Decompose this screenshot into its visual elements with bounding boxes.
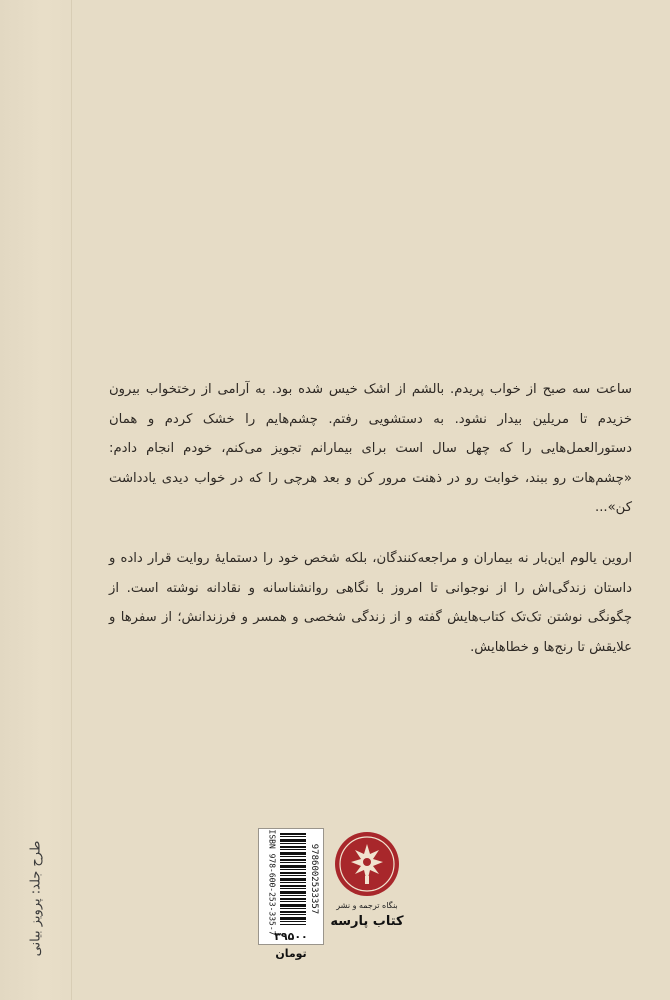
publisher-tagline: بنگاه ترجمه و نشر [336,901,398,910]
isbn-text: ISBN 978-600-253-335-7 [267,829,277,936]
cover-designer-text: طرح جلد: پرویز بیانی [28,840,44,956]
publisher-logo [335,832,399,896]
cover-designer-credit [6,840,66,956]
description-text: اروین یالوم این‌بار نه بیماران و مراجعه‌کنندگان، بلکه شخص خود را دستمایهٔ روایت قرار داده و داستان زندگی‌اش را از نوجوانی تا امروز با نگاهی روانشناسانه و نقادانه نوشته است. از چگونگی نوشتن تک‌تک کتاب‌هایش گفته و از زندگی شخصی و همسر و فرزندانش؛ از سفرها و علایقش تا رنج‌ها و خطاهایش. [109,551,632,655]
ean-digits-text: 9786002533357 [309,843,319,915]
isbn-label [267,829,277,936]
barcode-bars [280,833,306,925]
price-label: ۳۹۵۰۰ تومان [274,930,308,960]
ean-digits [308,832,320,928]
spine-fold-line [71,0,72,1000]
excerpt-paragraph [109,375,632,523]
publisher-name: کتاب پارسه [330,914,404,929]
publisher-emblem-icon [335,832,399,896]
description-paragraph [109,544,632,662]
excerpt-text: ساعت سه صبح از خواب پریدم. بالشم از اشک خیس شده بود. به آرامی از رختخواب بیرون خزیدم تا مریلین بیدار نشود. به دستشویی رفتم. چشم‌هایم را خشک کردم و همان دستورالعمل‌هایی را که چهل سال است برای بیمارانم تجویز می‌کنم، خودم انجام دادم: «چشم‌هات رو ببند، خوابت رو در ذهنت مرور کن و بعد هرچی را که در خواب دیدی یادداشت کن»... [109,382,632,515]
